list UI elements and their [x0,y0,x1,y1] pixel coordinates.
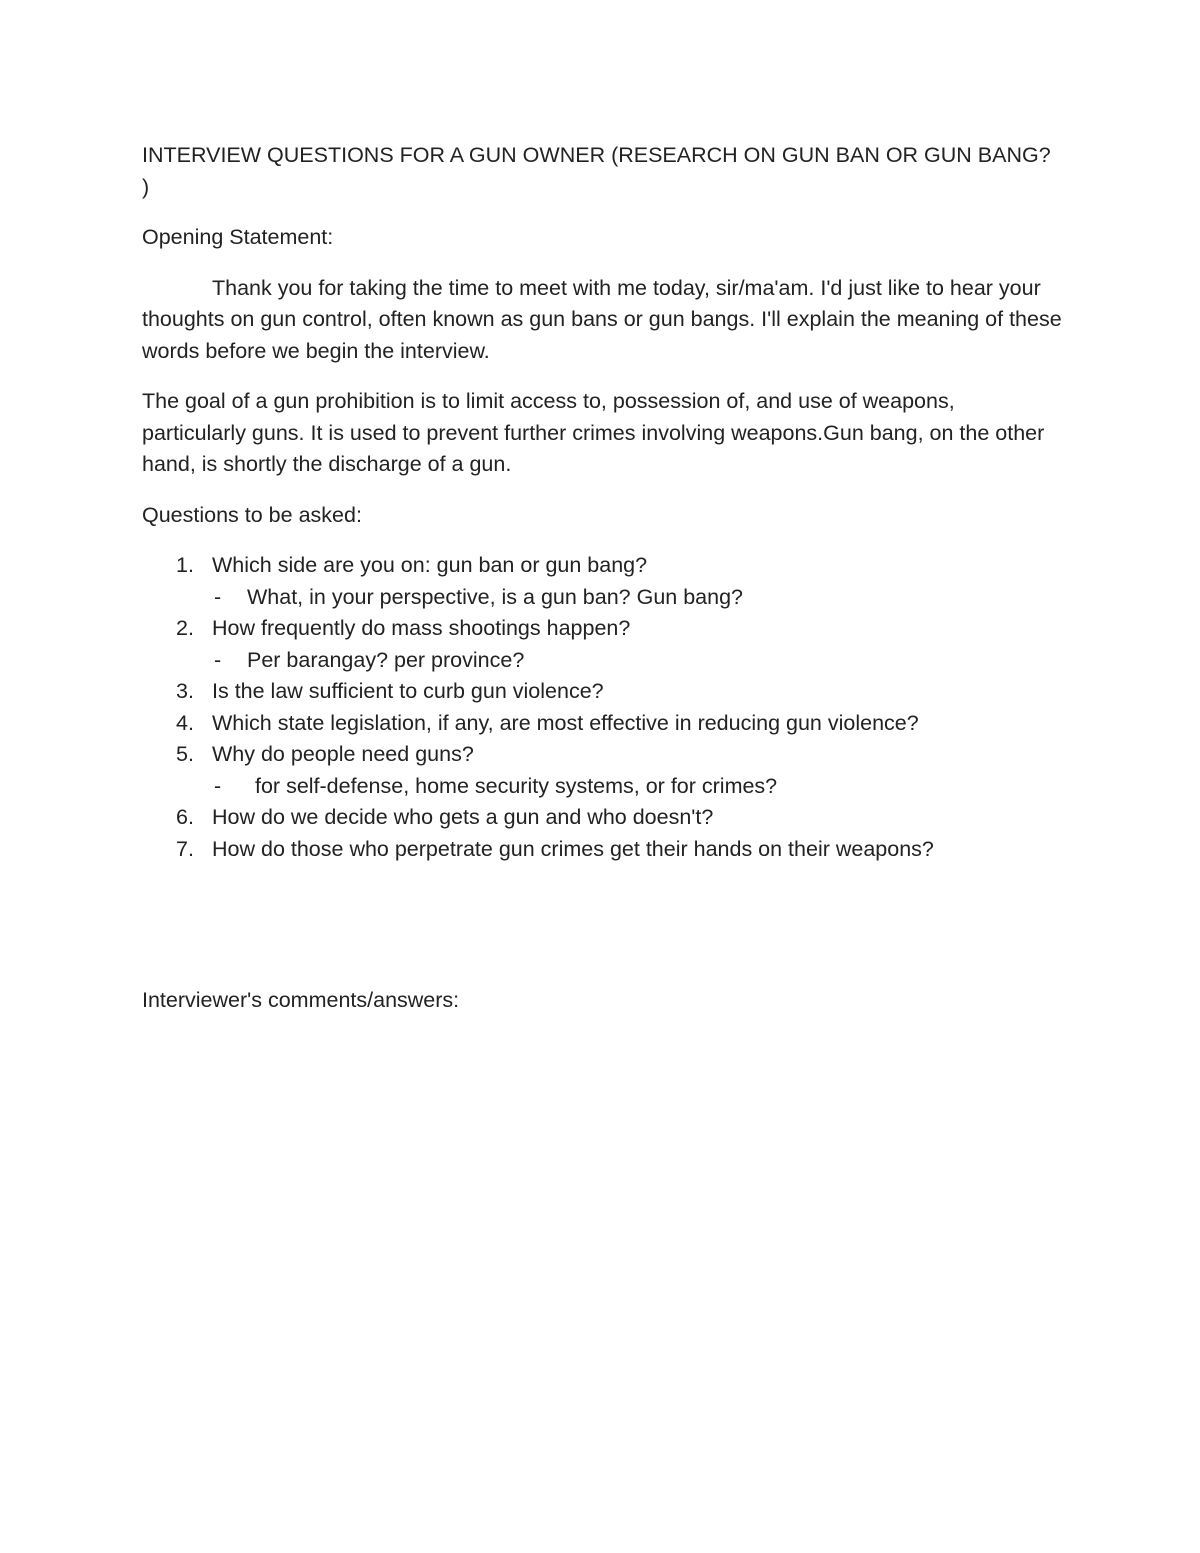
list-item [142,676,1062,708]
document-page [142,140,1062,865]
list-item-number: 5. [176,742,194,766]
sub-list-item-text: for self-defense, home security systems, or for crimes? [255,773,778,798]
questions-label: Questions to be asked: [142,502,362,527]
sub-list-item [142,771,1062,803]
list-item [142,708,1062,740]
list-item-number: 3. [176,679,194,703]
list-item-text: Which state legislation, if any, are most effective in reducing gun violence? [212,710,919,735]
interviewer-comments-label: Interviewer's comments/answers: [142,988,460,1012]
list-item [142,550,1062,582]
list-item [142,613,1062,645]
opening-statement-label: Opening Statement: [142,225,334,249]
list-item [142,739,1062,771]
sub-list-item-text: What, in your perspective, is a gun ban? Gun bang? [247,584,744,609]
list-item-number: 2. [176,616,194,640]
list-item-text: Is the law sufficient to curb gun violence? [212,679,604,703]
document-title: INTERVIEW QUESTIONS FOR A GUN OWNER (RESEARCH ON GUN BAN OR GUN BANG? ) [142,143,1051,199]
list-item-text: How do those who perpetrate gun crimes get their hands on their weapons? [212,836,934,861]
list-item-number: 4. [176,710,194,735]
list-item-text: Why do people need guns? [212,742,474,766]
dash-marker: - [214,773,222,798]
dash-marker: - [214,647,222,672]
opening-paragraph: Thank you for taking the time to meet with me today, sir/ma'am. I'd just like to hear your thoughts on gun control, often known as gun bans or gun bangs. I'll explain the meaning of these words before we begin the interview. [142,275,1062,363]
definition-paragraph: The goal of a gun prohibition is to limit access to, possession of, and use of weapons, particularly guns. It is used to prevent further crimes involving weapons.Gun bang, on the other hand, is shortly the discharge of a gun. [142,389,1045,476]
list-item-number: 7. [176,836,194,861]
list-item-text: Which side are you on: gun ban or gun bang? [212,553,648,577]
list-item [142,834,1062,866]
questions-list [142,550,1062,865]
list-item-text: How frequently do mass shootings happen? [212,616,631,640]
sub-list-item [142,645,1062,677]
list-item-number: 6. [176,805,194,829]
sub-list-item [142,582,1062,614]
list-item-text: How do we decide who gets a gun and who doesn't? [212,805,714,829]
dash-marker: - [214,584,222,609]
list-item-number: 1. [176,553,194,577]
sub-list-item-text: Per barangay? per province? [247,647,525,672]
list-item [142,802,1062,834]
